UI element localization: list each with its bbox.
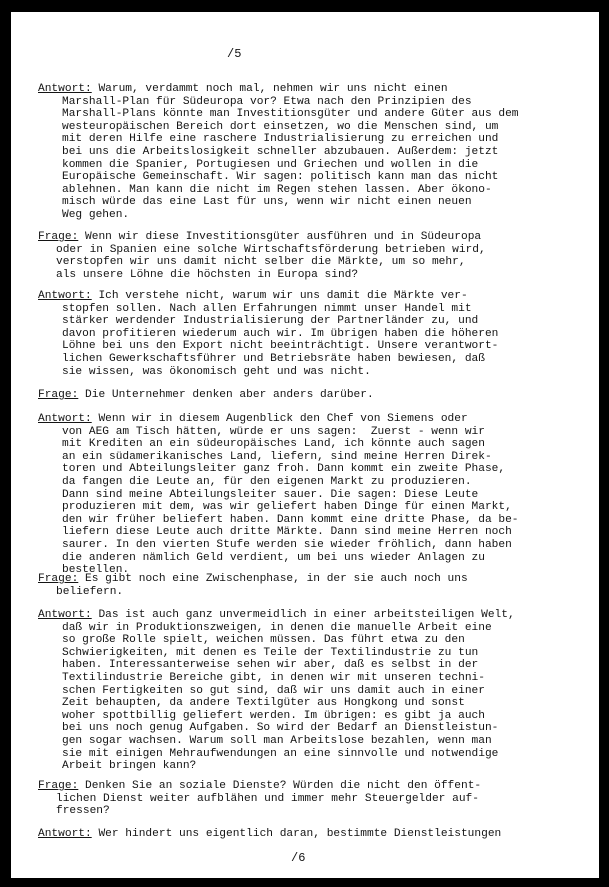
speaker-label: Antwort: [38, 413, 92, 425]
speaker-label: Frage: [38, 389, 79, 401]
page-number-bottom: /6 [291, 851, 306, 865]
answer-block [38, 828, 558, 841]
text-line: Die Unternehmer denken aber anders darüber. [85, 389, 374, 401]
text-line: von AEG am Tisch hätten, würde er uns sagen: Zuerst - wenn wir [62, 425, 485, 438]
text-line: liefern diese Leute auch dritte Märkte. Dann sind meine Herren noch [62, 526, 512, 539]
text-line: lichen Dienst weiter aufblähen und immer mehr Steuergelder auf- [56, 792, 479, 805]
page-number-top: /5 [227, 47, 242, 61]
text-line: Dann sind meine Abteilungsleiter sauer. Die sagen: Diese Leute [62, 488, 479, 501]
text-line: Europäische Gemeinschaft. Wir sagen: politisch kann man das nicht [62, 171, 499, 184]
speaker-label: Frage: [38, 780, 79, 792]
answer-block [38, 609, 558, 773]
text-line: oder in Spanien eine solche Wirtschaftsförderung betrieben wird, [56, 243, 486, 256]
text-line: Marshall-Plan für Südeuropa vor? Etwa nach den Prinzipien des [62, 95, 472, 108]
answer-block [38, 290, 558, 378]
text-line: davon profitieren wiederum auch wir. Im übrigen haben die höheren [62, 327, 499, 340]
text-line: schen Fertigkeiten so gut sind, daß wir uns damit auch in einer [62, 684, 485, 697]
text-line: mit Krediten an ein südeuropäisches Land, ich könnte auch sagen [62, 438, 485, 451]
speaker-label: Antwort: [38, 609, 92, 621]
text-line: saurer. In den vierten Stufe werden sie wieder fröhlich, dann haben [62, 538, 512, 551]
text-line: Weg gehen. [62, 208, 130, 221]
text-line: stärker werdender Industrialisierung der Partnerländer zu, und [62, 315, 479, 328]
document-page [11, 12, 599, 878]
answer-block [38, 413, 558, 577]
text-line: den wir früher beliefert haben. Dann kommt eine dritte Phase, da be- [62, 513, 519, 526]
text-line: westeuropäischen Bereich dort einsetzen, wo die Menschen sind, um [62, 120, 499, 133]
text-line: woher spottbillig geliefert werden. Im übrigen: es gibt ja auch [62, 709, 485, 722]
text-line: Wenn wir in diesem Augenblick den Chef von Siemens oder [98, 413, 468, 425]
text-line: Zeit behaupten, da andere Textilgüter aus Hongkong und sonst [62, 697, 465, 710]
text-line: Warum, verdammt noch mal, nehmen wir uns nicht einen [98, 83, 448, 95]
text-line: ablehnen. Man kann die nicht im Regen stehen lassen. Aber ökono- [62, 183, 492, 196]
text-line: so große Rolle spielt, weichen müssen. Das führt etwa zu den [62, 634, 465, 647]
question-block [38, 573, 558, 598]
text-line: gen sogar wachsen. Warum soll man Arbeitslose bezahlen, wenn man [62, 734, 492, 747]
speaker-label: Antwort: [38, 290, 92, 302]
text-line: haben. Interessanterweise sehen wir aber, daß es selbst in der [62, 659, 479, 672]
text-line: beliefern. [56, 585, 124, 598]
text-line: Marshall-Plans könnte man Investitionsgüter und andere Güter aus dem [62, 108, 519, 121]
text-line: kommen die Spanier, Portugiesen und Griechen und wollen in die [62, 158, 479, 171]
speaker-label: Antwort: [38, 83, 92, 95]
text-line: Arbeit bringen kann? [62, 760, 197, 773]
text-line: Löhne bei uns den Export nicht beeinträchtigt. Unsere verantwort- [62, 340, 499, 353]
text-line: Textilindustrie Bereiche gibt, in denen wir mit unseren techni- [62, 671, 485, 684]
text-line: die anderen nämlich Geld verdient, um bei uns wieder Anlagen zu [62, 551, 485, 564]
text-line: Denken Sie an soziale Dienste? Würden die nicht den öffent- [85, 780, 482, 792]
question-block [38, 389, 558, 402]
text-line: an ein südamerikanisches Land, liefern, sind meine Herren Direk- [62, 450, 492, 463]
question-block [38, 780, 558, 818]
speaker-label: Frage: [38, 231, 79, 243]
text-line: Schwierigkeiten, mit denen es Teile der Textilindustrie zu tun [62, 646, 479, 659]
text-line: toren und Abteilungsleiter ganz froh. Dann kommt ein zweite Phase, [62, 463, 506, 476]
text-line: Es gibt noch eine Zwischenphase, in der sie auch noch uns [85, 573, 468, 585]
text-line: stopfen sollen. Nach allen Erfahrungen nimmt unser Handel mit [62, 302, 472, 315]
text-line: daß wir in Produktionszweigen, in denen die manuelle Arbeit eine [62, 621, 492, 634]
text-line: misch würde das eine Last für uns, wenn wir nicht einen neuen [62, 196, 472, 209]
text-line: Wer hindert uns eigentlich daran, bestimmte Dienstleistungen [98, 828, 502, 840]
text-line: Das ist auch ganz unvermeidlich in einer arbeitsteiligen Welt, [98, 609, 515, 621]
text-line: da fangen die Leute an, für den eigenen Markt zu produzieren. [62, 475, 472, 488]
text-line: Wenn wir diese Investitionsgüter ausführen und in Südeuropa [85, 231, 482, 243]
question-block [38, 231, 558, 281]
speaker-label: Antwort: [38, 828, 92, 840]
text-line: mit deren Hilfe eine raschere Industrialisierung zu erreichen und [62, 133, 499, 146]
text-line: bestellen. [62, 564, 130, 577]
text-line: lichen Gewerkschaftsführer und Betriebsräte haben bewiesen, daß [62, 352, 485, 365]
speaker-label: Frage: [38, 573, 79, 585]
text-line: fressen? [56, 805, 110, 818]
text-line: verstopfen wir uns damit nicht selber die Märkte, um so mehr, [56, 256, 466, 269]
answer-block [38, 83, 558, 222]
text-line: sie mit einigen Mehraufwendungen an eine sinnvolle und notwendige [62, 747, 499, 760]
text-line: sie wissen, was ökonomisch geht und was nicht. [62, 365, 371, 378]
text-line: bei uns die Arbeitslosigkeit schneller abzubauen. Außerdem: jetzt [62, 145, 499, 158]
text-line: als unsere Löhne die höchsten in Europa sind? [56, 268, 359, 281]
text-line: produzieren mit dem, was wir geliefert haben Dinge für einen Markt, [62, 501, 512, 514]
text-line: Ich verstehe nicht, warum wir uns damit die Märkte ver- [98, 290, 468, 302]
text-line: bei uns noch genug Aufgaben. So wird der Bedarf an Dienstleistun- [62, 722, 499, 735]
